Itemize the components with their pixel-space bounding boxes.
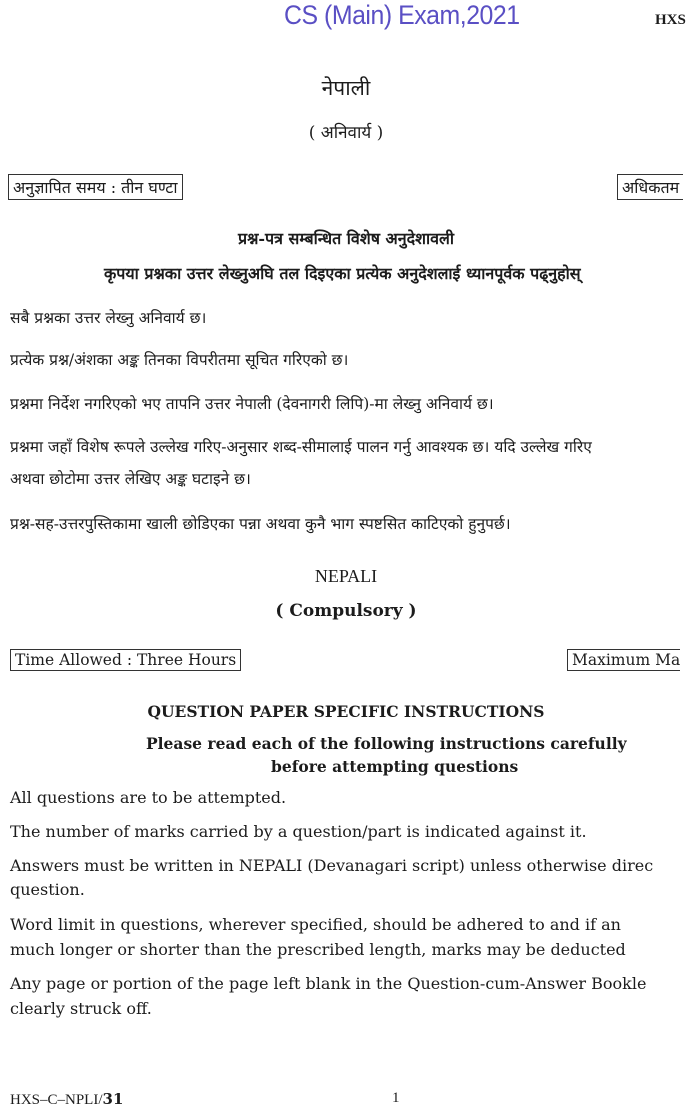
english-instruction-4: Word limit in questions, wherever specified, should be adhered to and if an — [10, 915, 621, 934]
nepali-instruction-4: प्रश्नमा जहाँ विशेष रूपले उल्लेख गरिए-अनुसार शब्द-सीमालाई पालन गर्नु आवश्यक छ। यदि उल्लेख गरिए — [10, 438, 592, 456]
english-max-marks-box: Maximum Ma — [567, 649, 680, 671]
english-title: NEPALI — [314, 566, 378, 586]
nepali-title: नेपाली — [321, 76, 371, 100]
nepali-instruction-2: प्रत्येक प्रश्न/अंशका अङ्क तिनका विपरीतमा सूचित गरिएको छ। — [10, 351, 349, 369]
english-instructions-subheading-1: Please read each of the following instructions carefully — [146, 734, 627, 753]
english-instructions-subheading-2: before attempting questions — [271, 757, 519, 776]
english-instruction-4-cont: much longer or shorter than the prescribed length, marks may be deducted — [10, 940, 626, 959]
nepali-max-marks-box: अधिकतम — [617, 174, 683, 200]
nepali-subtitle: ( अनिवार्य ) — [308, 123, 384, 143]
english-instruction-5: Any page or portion of the page left blank in the Question-cum-Answer Bookle — [10, 974, 647, 993]
nepali-instruction-1: सबै प्रश्नका उत्तर लेख्नु अनिवार्य छ। — [10, 309, 207, 327]
paper-code-top: HXS — [655, 12, 686, 28]
page-number: 1 — [392, 1090, 400, 1106]
footer-code-number: 31 — [102, 1090, 124, 1108]
english-instruction-1: All questions are to be attempted. — [10, 788, 287, 807]
english-instruction-5-cont: clearly struck off. — [10, 999, 152, 1018]
nepali-time-allowed-box: अनुज्ञापित समय : तीन घण्टा — [8, 174, 183, 200]
nepali-instructions-heading: प्रश्न-पत्र सम्बन्धित विशेष अनुदेशावली — [237, 229, 455, 248]
exam-stamp: CS (Main) Exam,2021 — [284, 0, 520, 30]
english-instruction-2: The number of marks carried by a question/part is indicated against it. — [10, 822, 587, 841]
nepali-instruction-5: प्रश्न-सह-उत्तरपुस्तिकामा खाली छोडिएका पन्ना अथवा कुनै भाग स्पष्टसित काटिएको हुनुपर्छ। — [10, 515, 511, 533]
footer-code-prefix: HXS–C–NPLI/ — [10, 1092, 103, 1108]
english-time-allowed-box: Time Allowed : Three Hours — [10, 649, 241, 671]
english-instruction-3: Answers must be written in NEPALI (Devanagari script) unless otherwise direc — [10, 856, 654, 875]
english-subtitle: ( Compulsory ) — [275, 601, 417, 621]
english-instruction-3-cont: question. — [10, 880, 85, 899]
footer-paper-code — [10, 1090, 123, 1109]
nepali-instructions-subheading: कृपया प्रश्नका उत्तर लेख्नुअघि तल दिइएका प्रत्येक अनुदेशलाई ध्यानपूर्वक पढ्नुहोस् — [104, 264, 581, 283]
english-instructions-heading: QUESTION PAPER SPECIFIC INSTRUCTIONS — [147, 702, 545, 721]
nepali-instruction-4-cont: अथवा छोटोमा उत्तर लेखिए अङ्क घटाइने छ। — [10, 470, 251, 488]
nepali-instruction-3: प्रश्नमा निर्देश नगरिएको भए तापनि उत्तर नेपाली (देवनागरी लिपि)-मा लेख्नु अनिवार्य छ। — [10, 395, 494, 413]
